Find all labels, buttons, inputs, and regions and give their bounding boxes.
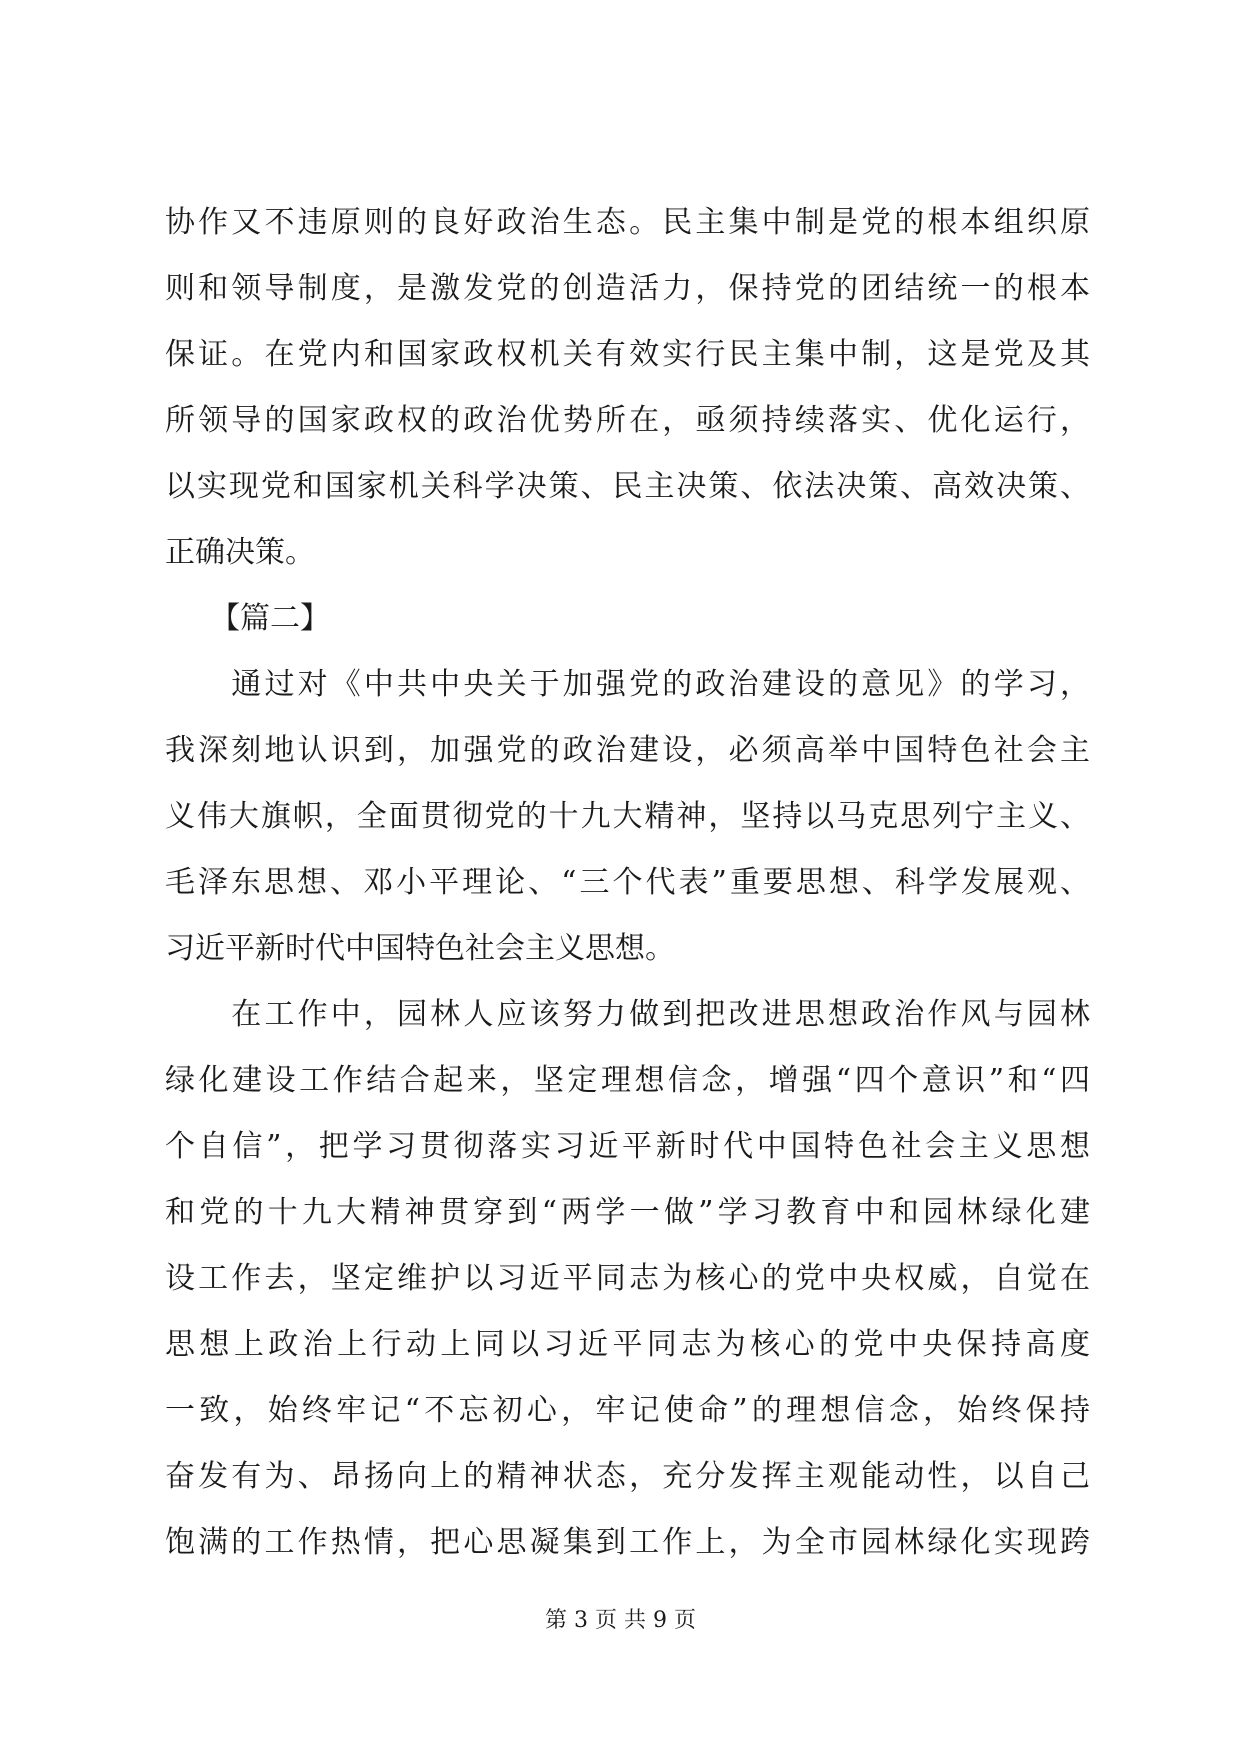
text-line: 正确决策。	[165, 535, 315, 570]
text-line: 义伟大旗帜，全面贯彻党的十九大精神，坚持以马克思列宁主义、	[165, 799, 1090, 834]
text-line: 通过对《中共中央关于加强党的政治建设的意见》的学习，	[165, 667, 1090, 702]
text-line: 所领导的国家政权的政治优势所在，亟须持续落实、优化运行，	[165, 403, 1090, 438]
text-line: 一致，始终牢记“不忘初心，牢记使命”的理想信念，始终保持	[165, 1393, 1090, 1428]
body-text	[165, 190, 1090, 1576]
text-line: 以实现党和国家机关科学决策、民主决策、依法决策、高效决策、	[165, 469, 1090, 504]
text-line: 习近平新时代中国特色社会主义思想。	[165, 931, 675, 966]
page-number-footer: 第 3 页 共 9 页	[545, 1608, 696, 1633]
text-line: 绿化建设工作结合起来，坚定理想信念，增强“四个意识”和“四	[165, 1063, 1090, 1098]
section-heading: 【篇二】	[165, 601, 330, 636]
text-line: 在工作中，园林人应该努力做到把改进思想政治作风与园林	[165, 997, 1090, 1032]
text-line: 和党的十九大精神贯穿到“两学一做”学习教育中和园林绿化建	[165, 1195, 1090, 1230]
text-line: 饱满的工作热情，把心思凝集到工作上，为全市园林绿化实现跨	[165, 1525, 1090, 1560]
text-line: 毛泽东思想、邓小平理论、“三个代表”重要思想、科学发展观、	[165, 865, 1090, 900]
text-line: 奋发有为、昂扬向上的精神状态，充分发挥主观能动性，以自己	[165, 1459, 1090, 1494]
text-line: 则和领导制度，是激发党的创造活力，保持党的团结统一的根本	[165, 271, 1090, 306]
text-line: 设工作去，坚定维护以习近平同志为核心的党中央权威，自觉在	[165, 1261, 1090, 1296]
text-line: 思想上政治上行动上同以习近平同志为核心的党中央保持高度	[165, 1327, 1090, 1362]
text-line: 个自信”，把学习贯彻落实习近平新时代中国特色社会主义思想	[165, 1129, 1090, 1164]
text-line: 我深刻地认识到，加强党的政治建设，必须高举中国特色社会主	[165, 733, 1090, 768]
text-line: 保证。在党内和国家政权机关有效实行民主集中制，这是党及其	[165, 337, 1090, 372]
text-line: 协作又不违原则的良好政治生态。民主集中制是党的根本组织原	[165, 205, 1090, 240]
